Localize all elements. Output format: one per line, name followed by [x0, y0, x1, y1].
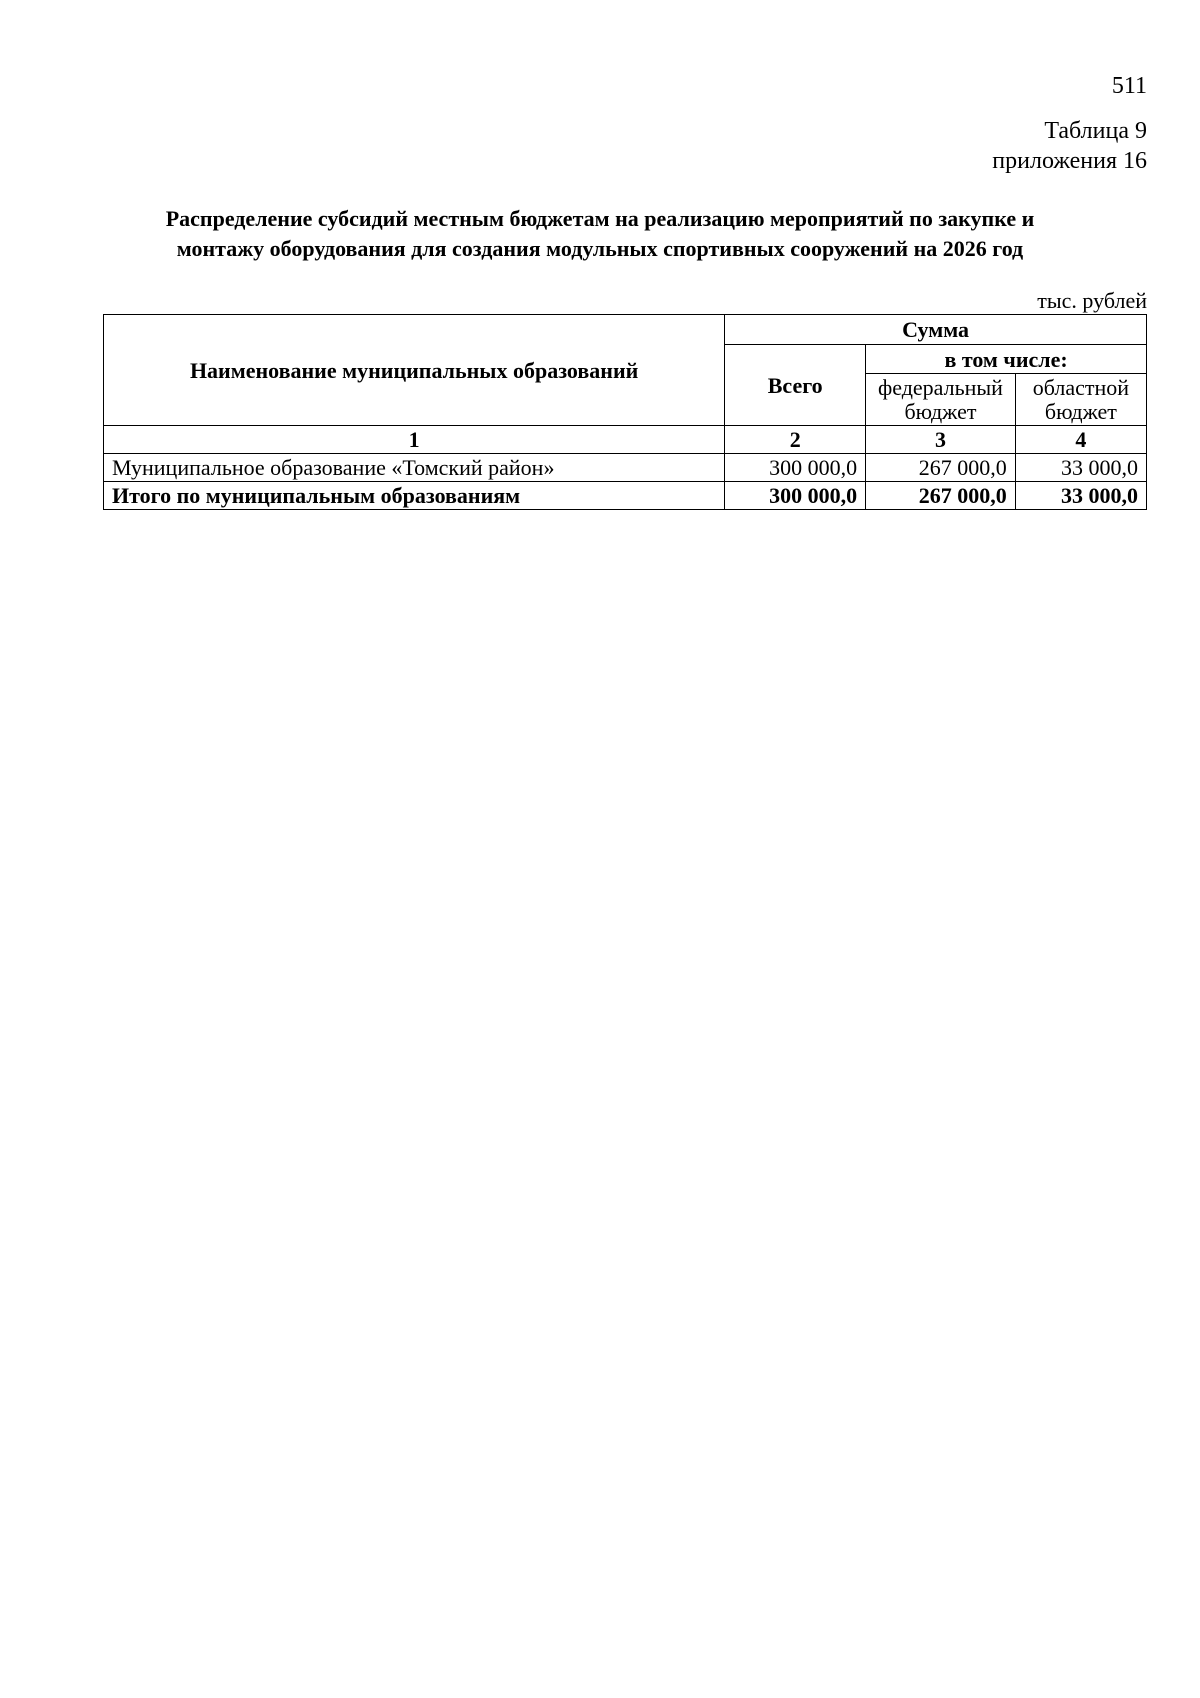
- totals-total: 300 000,0: [725, 482, 866, 510]
- header-regional-budget: [1015, 374, 1146, 426]
- column-numbers-row: [104, 426, 1147, 454]
- header-regional-line-1: областной: [1032, 374, 1130, 400]
- header-federal-line-1: федеральный: [877, 374, 1003, 400]
- column-number-3: 3: [866, 426, 1016, 454]
- totals-federal: 267 000,0: [866, 482, 1016, 510]
- header-federal-line-2: бюджет: [904, 398, 977, 424]
- table-reference-line-1: Таблица 9: [1044, 118, 1147, 144]
- row-name: Муниципальное образование «Томский район»: [104, 454, 725, 482]
- table-reference-line-2: приложения 16: [992, 148, 1147, 174]
- column-number-2: 2: [725, 426, 866, 454]
- table-reference: [992, 116, 1147, 176]
- row-total: 300 000,0: [725, 454, 866, 482]
- header-row-1: [104, 315, 1147, 345]
- document-title-line-2: монтажу оборудования для создания модульных спортивных сооружений на 2026 год: [176, 236, 1024, 261]
- header-federal-budget: [866, 374, 1016, 426]
- header-regional-line-2: бюджет: [1044, 398, 1117, 424]
- document-title: [110, 204, 1090, 264]
- row-regional: 33 000,0: [1015, 454, 1146, 482]
- totals-name: Итого по муниципальным образованиям: [104, 482, 725, 510]
- subsidy-table: [103, 314, 1147, 510]
- table-row: [104, 454, 1147, 482]
- page-number: 511: [1111, 73, 1147, 99]
- header-sum: Сумма: [725, 315, 1147, 345]
- header-total: Всего: [725, 345, 866, 426]
- row-federal: 267 000,0: [866, 454, 1016, 482]
- header-name: Наименование муниципальных образований: [104, 315, 725, 426]
- header-including: в том числе:: [866, 345, 1147, 374]
- totals-regional: 33 000,0: [1015, 482, 1146, 510]
- column-number-1: 1: [104, 426, 725, 454]
- units-label: тыс. рублей: [1037, 288, 1147, 313]
- column-number-4: 4: [1015, 426, 1146, 454]
- totals-row: [104, 482, 1147, 510]
- document-title-line-1: Распределение субсидий местным бюджетам на реализацию мероприятий по закупке и: [165, 206, 1035, 231]
